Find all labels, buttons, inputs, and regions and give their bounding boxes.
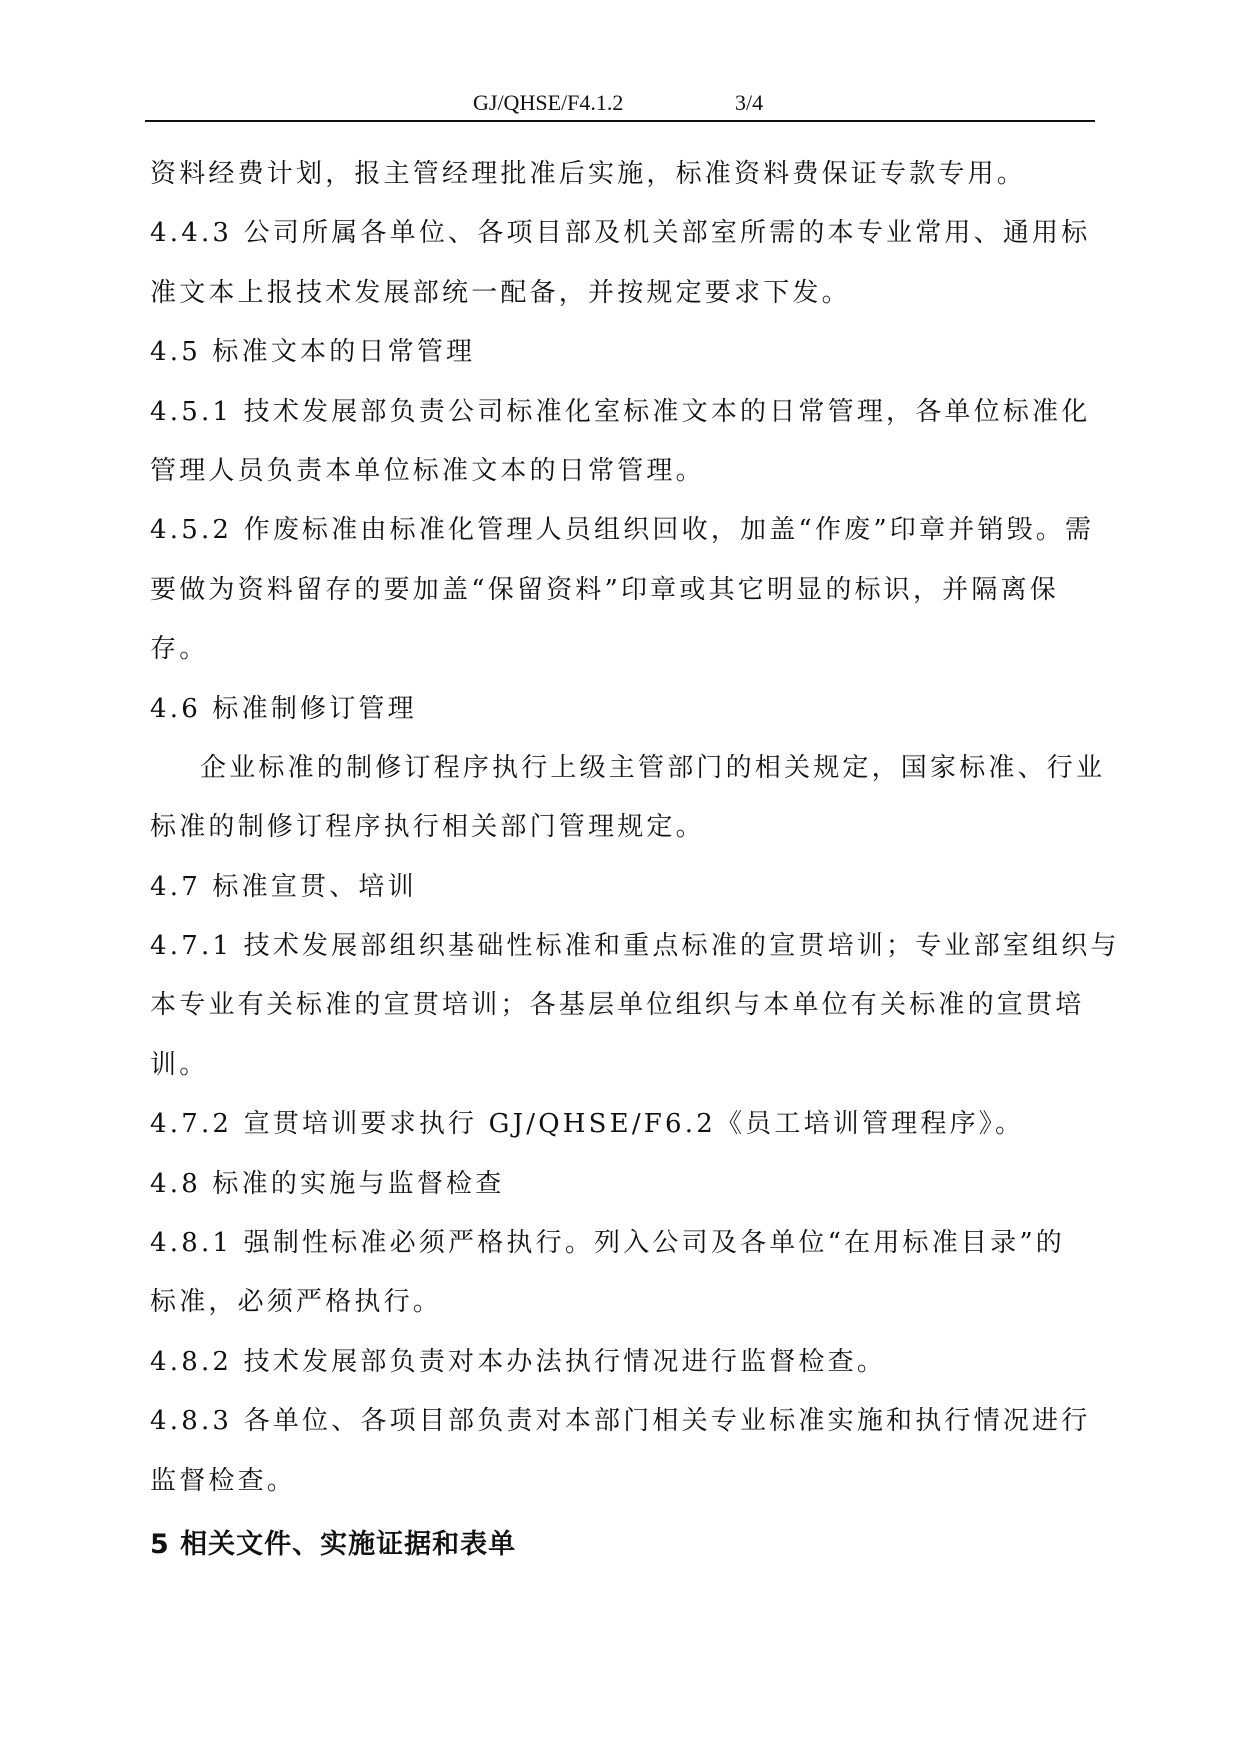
subheading-4-5: 4.5 标准文本的日常管理 <box>150 337 476 368</box>
document-body <box>150 145 1120 1575</box>
page-header <box>145 86 1095 122</box>
text-line: 4.5.1 技术发展部负责公司标准化室标准文本的日常管理，各单位标准化 <box>150 396 1091 427</box>
text-line: 4.8.2 技术发展部负责对本办法执行情况进行监督检查。 <box>150 1346 887 1377</box>
text-line: 管理人员负责本单位标准文本的日常管理。 <box>150 455 705 486</box>
text-line: 4.8.3 各单位、各项目部负责对本部门相关专业标准实施和执行情况进行 <box>150 1406 1091 1437</box>
text-line: 准文本上报技术发展部统一配备，并按规定要求下发。 <box>150 277 851 308</box>
section-heading-5: 5 相关文件、实施证据和表单 <box>150 1528 517 1560</box>
text-line: 4.5.2 作废标准由标准化管理人员组织回收，加盖“作废”印章并销毁。需 <box>150 515 1095 546</box>
text-line: 本专业有关标准的宣贯培训；各基层单位组织与本单位有关标准的宣贯培 <box>150 990 1085 1021</box>
text-line: 监督检查。 <box>150 1465 297 1496</box>
text-line: 存。 <box>150 634 209 665</box>
text-line: 训。 <box>150 1049 209 1080</box>
subheading-4-7: 4.7 标准宣贯、培训 <box>150 871 417 902</box>
subheading-4-8: 4.8 标准的实施与监督检查 <box>150 1168 505 1199</box>
text-line: 4.7.1 技术发展部组织基础性标准和重点标准的宣贯培训；专业部室组织与 <box>150 931 1120 962</box>
document-code: GJ/QHSE/F4.1.2 <box>473 90 624 115</box>
text-line: 企业标准的制修订程序执行上级主管部门的相关规定，国家标准、行业 <box>200 752 1106 783</box>
text-line: 标准，必须严格执行。 <box>150 1287 443 1318</box>
text-line: 4.4.3 公司所属各单位、各项目部及机关部室所需的本专业常用、通用标 <box>150 218 1091 249</box>
page-number: 3/4 <box>735 90 764 115</box>
text-line: 标准的制修订程序执行相关部门管理规定。 <box>150 812 705 843</box>
text-line: 4.7.2 宣贯培训要求执行 GJ/QHSE/F6.2《员工培训管理程序》。 <box>150 1109 1025 1140</box>
subheading-4-6: 4.6 标准制修订管理 <box>150 693 417 724</box>
text-line: 4.8.1 强制性标准必须严格执行。列入公司及各单位“在用标准目录”的 <box>150 1228 1066 1259</box>
text-line: 要做为资料留存的要加盖“保留资料”印章或其它明显的标识，并隔离保 <box>150 574 1059 605</box>
text-line: 资料经费计划，报主管经理批准后实施，标准资料费保证专款专用。 <box>150 159 1027 189</box>
